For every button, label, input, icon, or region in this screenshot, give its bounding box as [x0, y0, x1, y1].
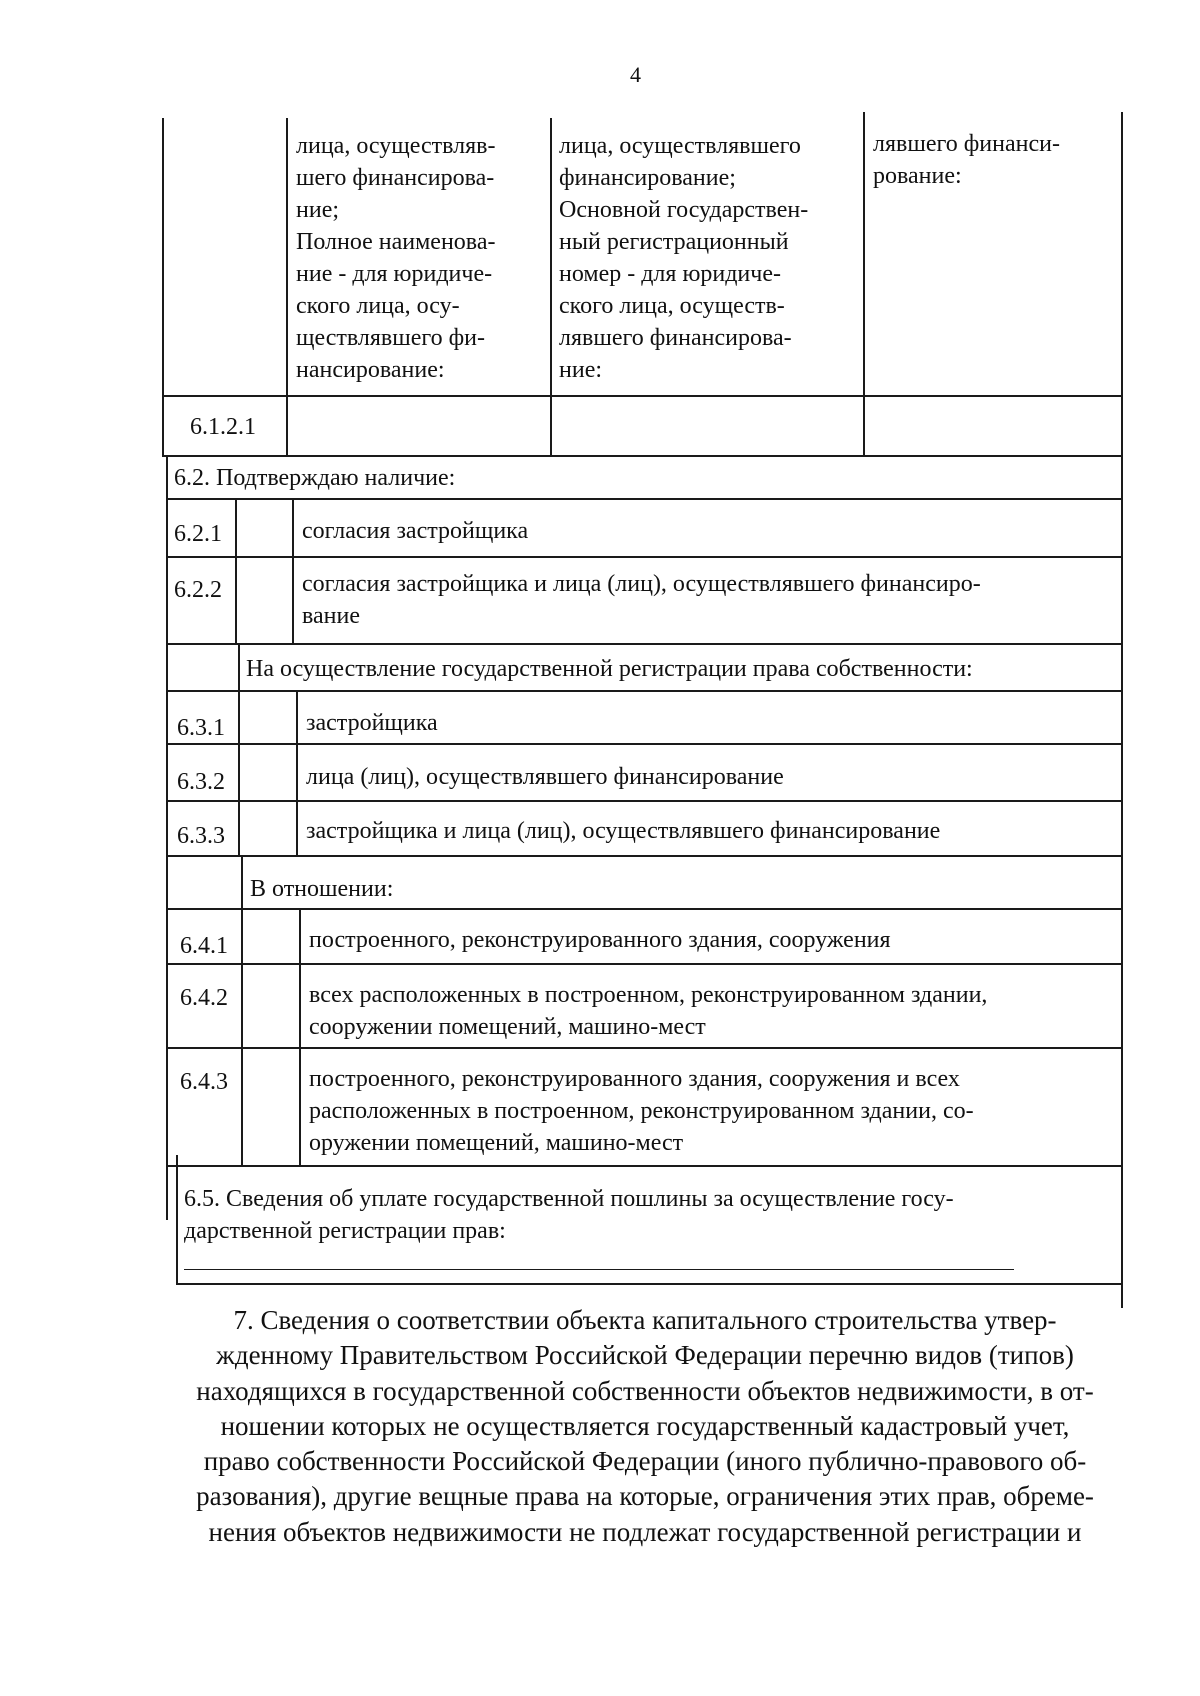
table-border [166, 800, 1123, 802]
table-border [166, 498, 1123, 500]
row-number-632: 6.3.2 [177, 769, 225, 795]
row-text-643: построенного, реконструированного здания, сооружения и всех расположенных в построенном, реконструированном здании, со- оружении помещений, машино-мест [309, 1066, 974, 1156]
table-border [166, 743, 1123, 745]
table-border [238, 643, 240, 855]
table-border [166, 556, 1123, 558]
row-text-641: построенного, реконструированного здания, сооружения [309, 927, 891, 953]
table-border [162, 395, 1123, 397]
row-number-622: 6.2.2 [174, 577, 222, 603]
page-number: 4 [630, 62, 641, 87]
row-text-631: застройщика [306, 710, 438, 736]
row-number-631: 6.3.1 [177, 715, 225, 741]
row-number-621: 6.2.1 [174, 521, 222, 547]
table-border [241, 855, 243, 1165]
section-6-5-text: 6.5. Сведения об уплате государственной пошлины за осуществление госу- дарственной регистрации прав: [184, 1186, 954, 1244]
row-text-622: согласия застройщика и лица (лиц), осуществлявшего финансиро- вание [302, 571, 981, 629]
row-number-633: 6.3.3 [177, 823, 225, 849]
table-border [292, 498, 294, 643]
paragraph-7: 7. Сведения о соответствии объекта капитального строительства утвер- жденному Правительством Российской Федерации перечню видов (типов) находящихся в государственной собственности объектов недвижимости, в от- ношении которых не осуществляется государственный кадастровый учет, право собственности Российской Федерации (иного публично-правового об- разования), другие вещные права на которые, ограничения этих прав, обреме- нения объектов недвижимости не подлежат государственной регистрации и [196, 1305, 1094, 1547]
table-border [162, 455, 1123, 457]
row-text-632: лица (лиц), осуществлявшего финансирование [306, 764, 784, 790]
row-number-641: 6.4.1 [180, 933, 228, 959]
table-border [166, 455, 168, 1220]
row-text-642: всех расположенных в построенном, реконструированном здании, сооружении помещений, машино-мест [309, 982, 988, 1040]
table-border [166, 1165, 1123, 1167]
signature-line [184, 1269, 1014, 1270]
top-block-col3: лица, осуществлявшего финансирование; Основной государствен- ный регистрационный номер - для юридиче- ского лица, осуществ- лявшего финансирова- ние: [559, 133, 809, 383]
row-number-6121: 6.1.2.1 [190, 414, 256, 440]
table-border [176, 1155, 178, 1285]
table-border [166, 690, 1123, 692]
table-border [166, 643, 1123, 645]
section-6-3-heading: На осуществление государственной регистрации права собственности: [246, 656, 973, 682]
table-border [176, 1283, 1123, 1285]
table-border [286, 118, 288, 456]
row-number-642: 6.4.2 [180, 985, 228, 1011]
top-block-col2: лица, осуществляв- шего финансирова- ние; Полное наименова- ние - для юридиче- ского лица, осу- ществлявшего фи- нансирование: [296, 133, 496, 383]
row-number-643: 6.4.3 [180, 1069, 228, 1095]
table-border [166, 908, 1123, 910]
table-border [1121, 112, 1123, 1308]
row-text-633: застройщика и лица (лиц), осуществлявшего финансирование [306, 818, 941, 844]
table-border [166, 963, 1123, 965]
table-border [235, 498, 237, 643]
table-border [863, 112, 865, 456]
section-6-2-heading: 6.2. Подтверждаю наличие: [174, 465, 456, 491]
row-text-621: согласия застройщика [302, 518, 529, 544]
table-border [166, 1047, 1123, 1049]
table-border [162, 118, 164, 456]
table-border [296, 690, 298, 855]
top-block-col4: лявшего финанси- рование: [873, 131, 1060, 189]
table-border [166, 855, 1123, 857]
section-6-4-heading: В отношении: [250, 876, 394, 902]
table-border [550, 118, 552, 456]
table-border [299, 908, 301, 1165]
